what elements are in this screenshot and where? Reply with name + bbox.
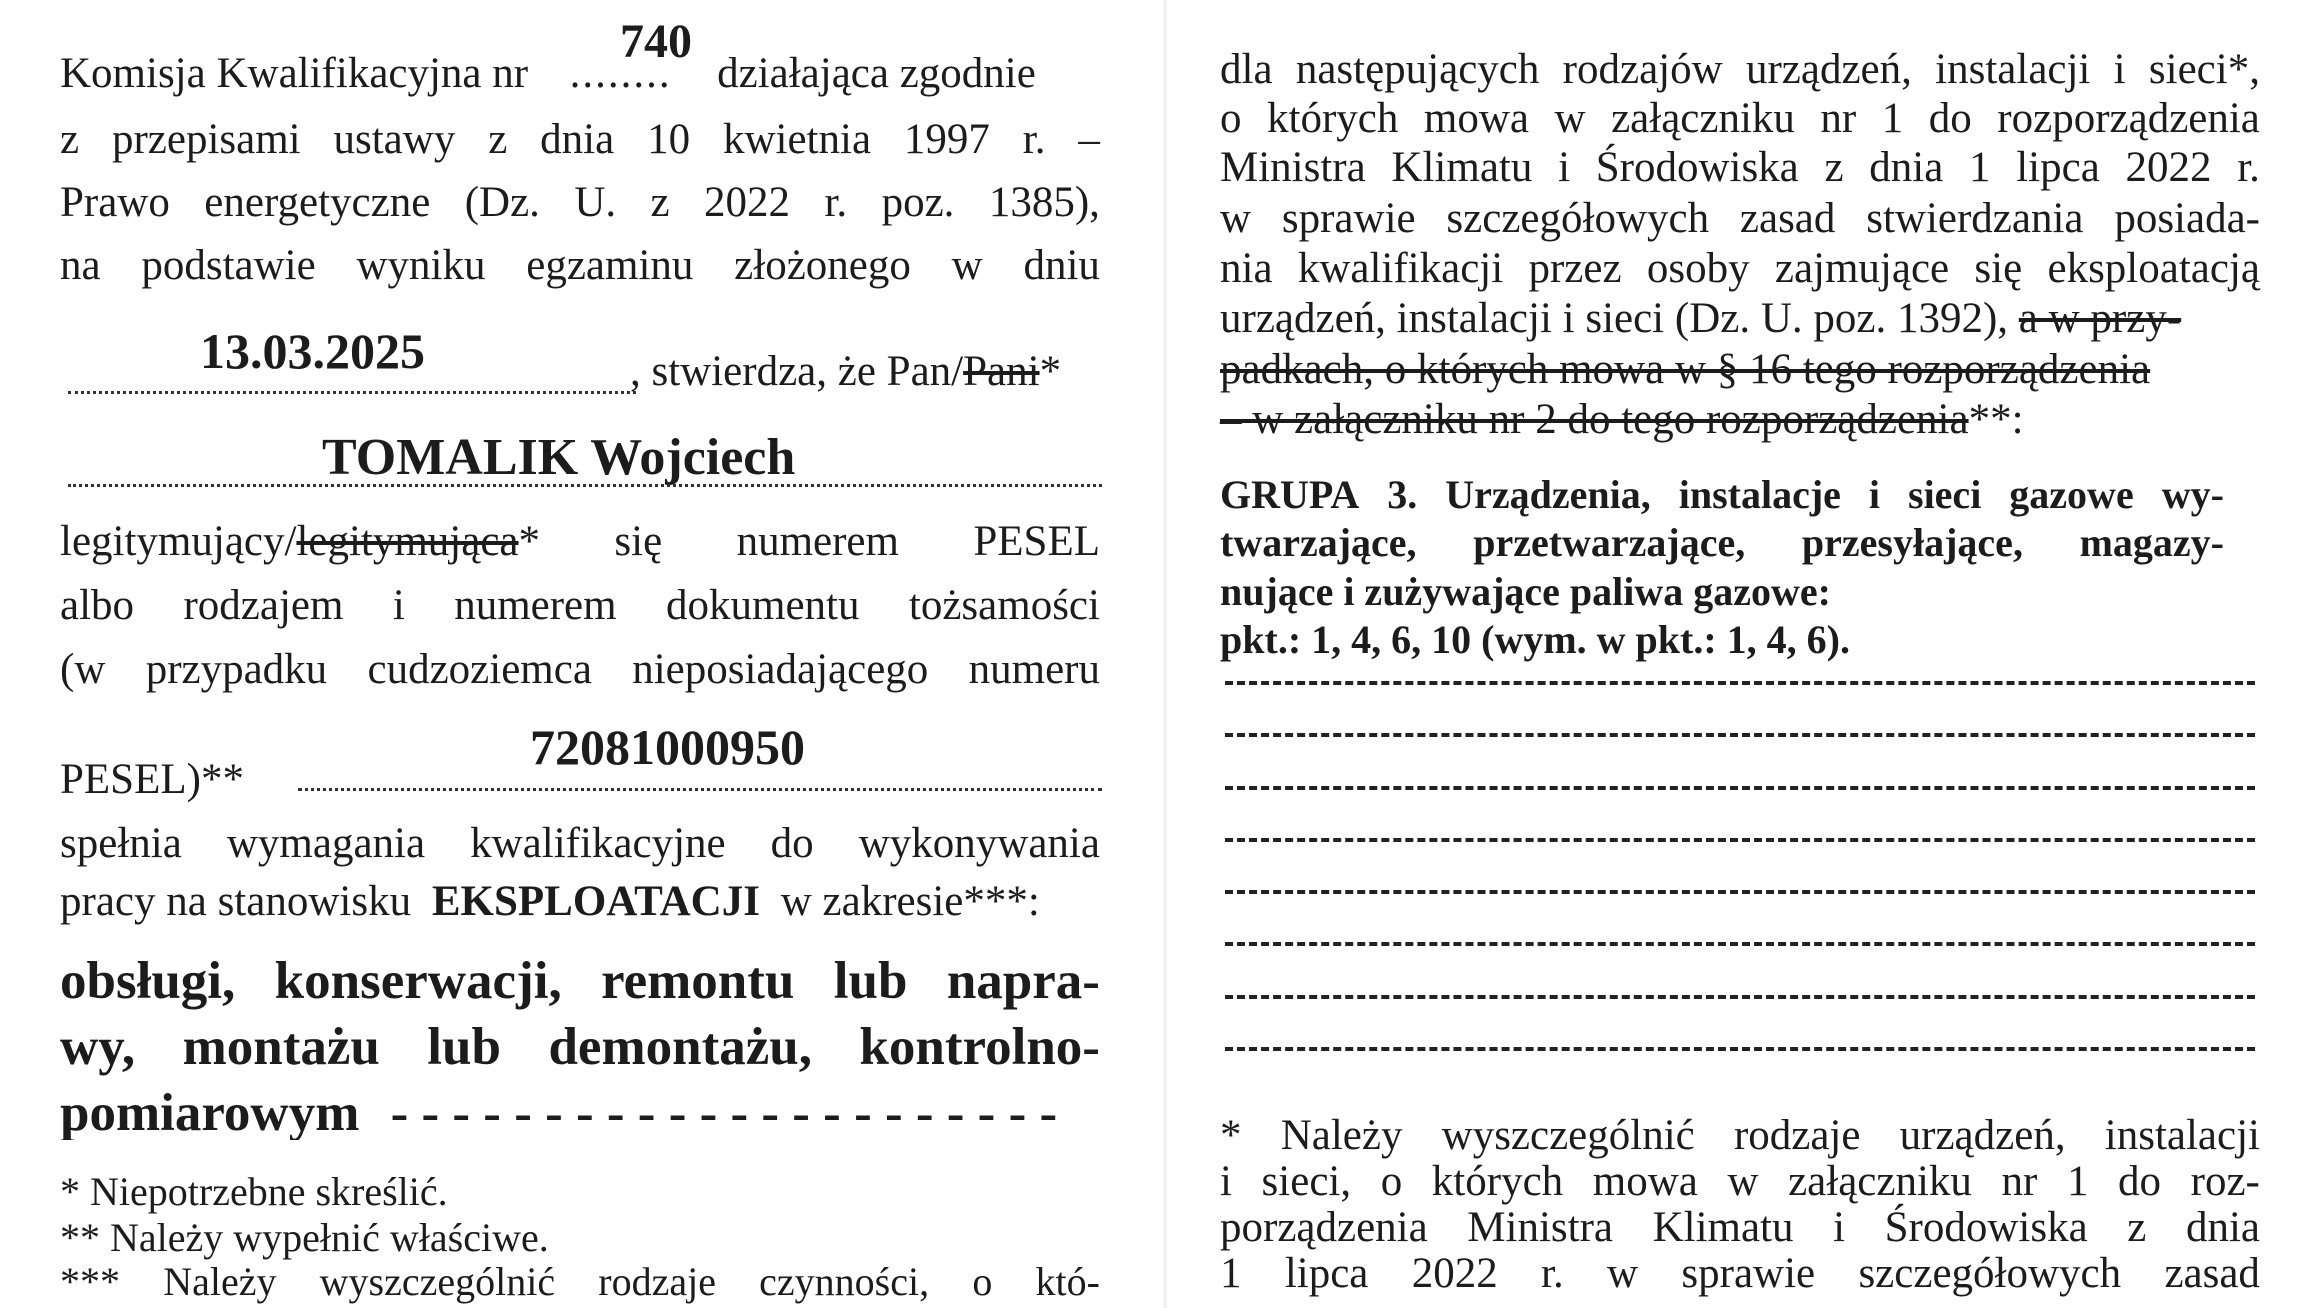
- word: Środowiska: [1884, 1204, 2088, 1251]
- word: z: [2127, 1204, 2147, 1251]
- dashed-line-8: [1225, 1047, 2255, 1051]
- word: sprawie: [1281, 195, 1416, 242]
- word: –: [1078, 116, 1100, 163]
- word: r.: [824, 179, 848, 226]
- word: sprawie: [1681, 1250, 1816, 1297]
- word: w: [1727, 1158, 1759, 1205]
- word: o: [1380, 1158, 1403, 1205]
- exam-date: 13.03.2025: [200, 323, 425, 379]
- word: wy,: [60, 1018, 136, 1076]
- group-line-3: nujące i zużywające paliwa gazowe:: [1220, 569, 1831, 614]
- word: szczegółowych: [1858, 1250, 2122, 1297]
- line-4: [60, 244, 1100, 287]
- word: Prawo: [60, 179, 170, 226]
- word: (Dz.: [464, 179, 540, 226]
- word: Klimatu: [1391, 144, 1533, 191]
- word: porządzenia: [1220, 1204, 1428, 1251]
- word: czynności,: [759, 1259, 930, 1304]
- r-line-6: [1220, 297, 2181, 340]
- line-2: [60, 118, 1100, 161]
- commission-text: Komisja Kwalifikacyjna nr: [60, 50, 529, 97]
- line-commission: [60, 52, 1036, 95]
- word: wymagania: [226, 820, 426, 867]
- word: magazy-: [2079, 520, 2224, 565]
- word: z: [60, 116, 80, 163]
- word: zajmujące: [1774, 245, 1950, 292]
- word: U.: [574, 179, 617, 226]
- dashed-line-7: [1225, 995, 2255, 999]
- word: konserwacji,: [274, 952, 562, 1010]
- word: rozporządzenia: [1997, 95, 2260, 142]
- pesel-label: PESEL)**: [60, 756, 244, 803]
- commission-dots: ........: [569, 50, 672, 97]
- word: instalacji: [1935, 46, 2091, 93]
- word: wyniku: [356, 242, 486, 289]
- word: dnia: [2185, 1204, 2260, 1251]
- word: sieci: [1908, 472, 1982, 517]
- word: GRUPA: [1220, 472, 1360, 517]
- word: lipca: [1284, 1250, 1369, 1297]
- word: któ-: [1035, 1259, 1100, 1304]
- word: 1: [1220, 1250, 1242, 1297]
- word: nieposiadającego: [632, 646, 929, 693]
- r-footnote-2: [1220, 1160, 2260, 1203]
- word: napra-: [946, 952, 1100, 1010]
- r-footnote-3: [1220, 1206, 2260, 1249]
- r-line-5: [1220, 247, 2260, 290]
- word: demontażu,: [548, 1018, 812, 1076]
- word: o: [972, 1259, 993, 1304]
- dashed-line-1: [1225, 681, 2255, 685]
- word: numerem: [736, 518, 899, 565]
- word: wyszczególnić: [1441, 1112, 1695, 1159]
- line-12: [60, 880, 1040, 923]
- word: ***: [60, 1259, 120, 1304]
- word: Należy: [163, 1259, 277, 1304]
- dashed-line-5: [1225, 890, 2255, 894]
- word: numeru: [968, 646, 1100, 693]
- word: cudzoziemca: [367, 646, 592, 693]
- word: lipca: [2016, 144, 2100, 191]
- word: do: [770, 820, 814, 867]
- r-footnote-1: [1220, 1114, 2260, 1157]
- word: 1: [1881, 95, 1904, 142]
- name-dots: [68, 484, 1102, 487]
- word: eksploatacją: [2047, 245, 2260, 292]
- word: z: [1824, 144, 1844, 191]
- word: i: [1868, 472, 1881, 517]
- word: tożsamości: [908, 582, 1100, 629]
- word: sieci,: [1261, 1158, 1352, 1205]
- struck-pani: Pani: [963, 348, 1040, 395]
- word: w: [1220, 195, 1252, 242]
- word: Klimatu: [1652, 1204, 1794, 1251]
- word: dnia: [1869, 144, 1944, 191]
- person-name: TOMALIK Wojciech: [322, 429, 796, 486]
- word: sieci*,: [2148, 46, 2260, 93]
- word: i: [1833, 1204, 1846, 1251]
- line-12-text-2: w zakresie***:: [780, 878, 1040, 925]
- group-line-4: pkt.: 1, 4, 6, 10 (wym. w pkt.: 1, 4, 6).: [1220, 617, 1850, 662]
- word: się: [614, 518, 663, 565]
- r-line-1: [1220, 48, 2260, 91]
- word: r.: [1022, 116, 1046, 163]
- word: 1385),: [988, 179, 1100, 226]
- word: r.: [2237, 144, 2260, 191]
- dashed-line-3: [1225, 786, 2255, 790]
- word: z: [650, 179, 670, 226]
- word: rodzaje: [598, 1259, 716, 1304]
- word: nr: [1820, 95, 1857, 142]
- word: przetwarzające,: [1473, 520, 1746, 565]
- word: 3.: [1387, 472, 1418, 517]
- word: Ministra: [1467, 1204, 1613, 1251]
- word: twarzające,: [1220, 520, 1417, 565]
- word: zasad: [1739, 195, 1836, 242]
- word: kwalifikacji: [1297, 245, 1504, 292]
- word: wykonywania: [858, 820, 1100, 867]
- word: obsługi,: [60, 952, 236, 1010]
- struck-text: – w załączniku nr 2 do tego rozporządzenia: [1220, 396, 1969, 443]
- word: 1: [2066, 1158, 2089, 1205]
- scope-line-2: [60, 1018, 1100, 1076]
- word: poz.: [881, 179, 955, 226]
- line-11: [60, 822, 1100, 865]
- word: energetyczne: [204, 179, 431, 226]
- legit-group: [60, 520, 540, 563]
- word: spełnia: [60, 820, 182, 867]
- dashed-line-6: [1225, 942, 2255, 946]
- word: nia: [1220, 245, 1273, 292]
- word: kwalifikacyjne: [470, 820, 726, 867]
- r-line-2: [1220, 97, 2260, 140]
- footnote-2: ** Należy wypełnić właściwe.: [60, 1215, 549, 1260]
- line-stwierdza: [630, 350, 1061, 393]
- word: urządzeń,: [1745, 46, 1912, 93]
- word: Należy: [1280, 1112, 1403, 1159]
- word: r.: [1541, 1250, 1564, 1297]
- word: numerem: [454, 582, 617, 629]
- struck-legitymujaca: legitymująca: [296, 518, 519, 565]
- word: 1: [1969, 144, 1991, 191]
- r-line-8: [1220, 398, 2024, 441]
- word: PESEL: [973, 518, 1100, 565]
- word: załączniku: [1788, 1158, 1972, 1205]
- word: lub: [427, 1018, 501, 1076]
- r8-tail: **:: [1968, 396, 2024, 443]
- line-legit: [60, 520, 1100, 563]
- word: przez: [1528, 245, 1622, 292]
- scope-line-3: [60, 1087, 1100, 1140]
- word: instalacji: [2104, 1112, 2260, 1159]
- r-line-4: [1220, 197, 2260, 240]
- word: i: [392, 582, 405, 629]
- pesel-number: 72081000950: [530, 719, 805, 775]
- word: gazowe: [2009, 472, 2134, 517]
- word: kwietnia: [722, 116, 872, 163]
- word: i: [1220, 1158, 1232, 1205]
- word: przypadku: [145, 646, 328, 693]
- commission-text-2: działająca zgodnie: [717, 50, 1036, 97]
- word: i: [1558, 144, 1571, 191]
- word: osoby: [1646, 245, 1750, 292]
- asterisk: *: [1039, 348, 1062, 395]
- word: Urządzenia,: [1445, 472, 1651, 517]
- word: o: [1220, 95, 1242, 142]
- struck-text: a w przy-: [2018, 295, 2182, 342]
- word: złożonego: [734, 242, 911, 289]
- scope-line-1: [60, 952, 1100, 1010]
- word: ustawy: [333, 116, 456, 163]
- word: (w: [60, 646, 106, 693]
- word: montażu: [182, 1018, 380, 1076]
- dashed-line-2: [1225, 733, 2255, 737]
- word: *: [1220, 1112, 1242, 1159]
- word: dniu: [1023, 242, 1100, 289]
- word: wyszczególnić: [319, 1259, 556, 1304]
- r6-text: urządzeń, instalacji i sieci (Dz. U. poz. 1392),: [1220, 295, 2009, 342]
- word: szczegółowych: [1446, 195, 1710, 242]
- word: mowa: [1423, 95, 1529, 142]
- legit-text: legitymujący/: [60, 518, 297, 565]
- word: z: [488, 116, 508, 163]
- word: Środowiska: [1595, 144, 1799, 191]
- scope-dashes: - - - - - - - - - - - - - - - - - - - - - -: [390, 1087, 1058, 1140]
- word: dnia: [540, 116, 615, 163]
- word: rodzaje: [1733, 1112, 1861, 1159]
- r-line-3: [1220, 146, 2260, 189]
- asterisk: *: [518, 518, 541, 565]
- dashed-line-4: [1225, 838, 2255, 842]
- word: i: [2113, 46, 2126, 93]
- line-12-text: pracy na stanowisku: [60, 878, 412, 925]
- word: na: [60, 242, 101, 289]
- word: rodzajem: [183, 582, 344, 629]
- word: urządzeń,: [1899, 1112, 2066, 1159]
- word: kontrolno-: [859, 1018, 1100, 1076]
- word: w: [1607, 1250, 1639, 1297]
- pesel-dots: [298, 788, 1102, 791]
- word: do: [2118, 1158, 2162, 1205]
- word: dokumentu: [666, 582, 860, 629]
- word: mowa: [1592, 1158, 1698, 1205]
- word: których: [1267, 95, 1399, 142]
- group-line-1: [1220, 472, 2224, 517]
- date-dots: [68, 391, 636, 394]
- word: w: [1554, 95, 1586, 142]
- word: przesyłające,: [1801, 520, 2023, 565]
- word: egzaminu: [526, 242, 694, 289]
- word: stwierdzania: [1866, 195, 2084, 242]
- word: Ministra: [1220, 144, 1366, 191]
- group-line-2: [1220, 520, 2224, 565]
- word: 2022: [2125, 144, 2212, 191]
- word: albo: [60, 582, 135, 629]
- word: następujących: [1295, 46, 1540, 93]
- word: do: [1928, 95, 1972, 142]
- word: posiada-: [2114, 195, 2260, 242]
- word: instalacje: [1678, 472, 1841, 517]
- footnote-1: * Niepotrzebne skreślić.: [60, 1169, 448, 1214]
- r-footnote-4: [1220, 1252, 2260, 1295]
- word: rodzajów: [1562, 46, 1723, 93]
- word: 10: [647, 116, 691, 163]
- stwierdza-text: , stwierdza, że Pan/: [630, 348, 964, 395]
- word: remontu: [601, 952, 795, 1010]
- word: których: [1431, 1158, 1564, 1205]
- word: przepisami: [111, 116, 301, 163]
- word: załączniku: [1611, 95, 1795, 142]
- word: roz-: [2190, 1158, 2260, 1205]
- word: nr: [2001, 1158, 2038, 1205]
- word: zasad: [2164, 1250, 2260, 1297]
- footnote-3: [60, 1259, 1100, 1304]
- word: się: [1974, 245, 2023, 292]
- line-9: [60, 648, 1100, 691]
- word: 1997: [903, 116, 990, 163]
- word: podstawie: [141, 242, 316, 289]
- word: 2022: [704, 179, 791, 226]
- word: lub: [833, 952, 908, 1010]
- pomiarowym: pomiarowym: [60, 1087, 360, 1140]
- commission-number: 740: [620, 15, 692, 68]
- r-line-7: padkach, o których mowa w § 16 tego rozporządzenia: [1220, 346, 2151, 393]
- page-fold: [1163, 0, 1167, 1308]
- word: dla: [1220, 46, 1273, 93]
- line-8: [60, 584, 1100, 627]
- line-3: [60, 181, 1100, 224]
- eksploatacji-bold: EKSPLOATACJI: [431, 878, 760, 925]
- word: 2022: [1411, 1250, 1498, 1297]
- word: wy-: [2161, 472, 2224, 517]
- word: w: [951, 242, 983, 289]
